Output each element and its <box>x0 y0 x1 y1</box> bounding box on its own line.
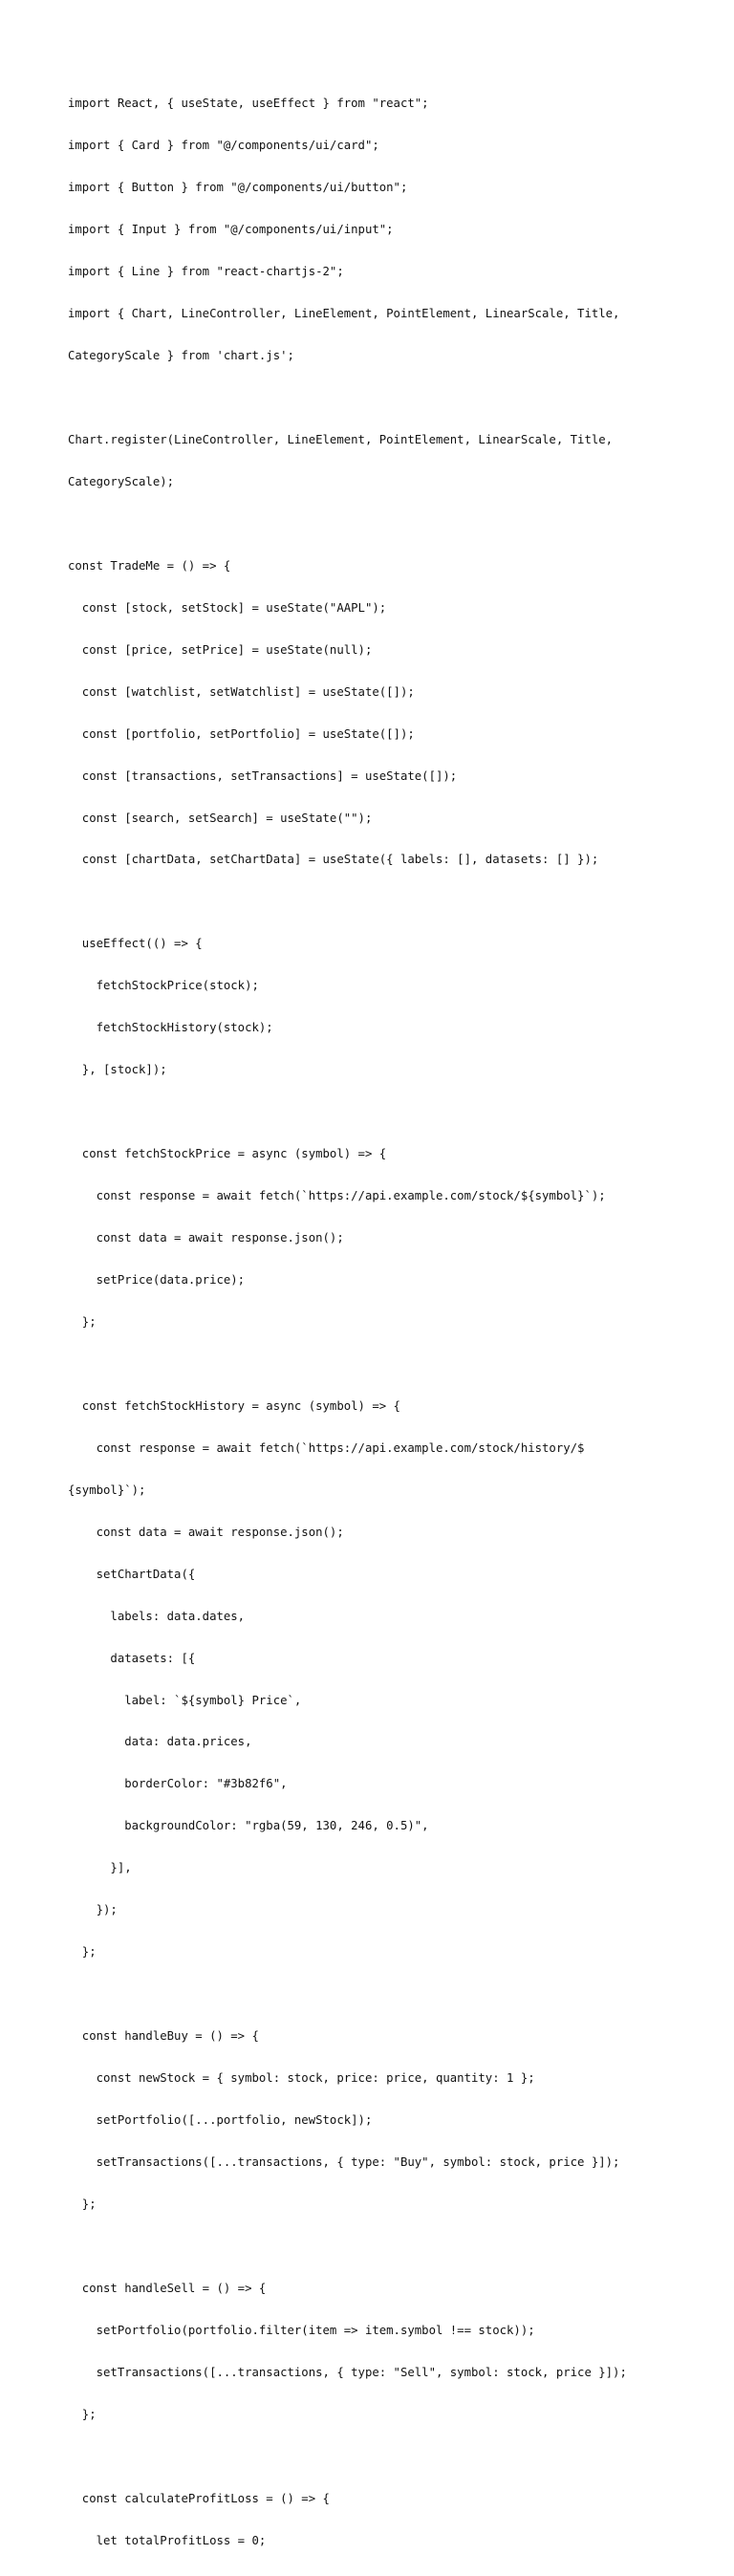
code-line: setTransactions([...transactions, { type: "Buy", symbol: stock, price }]); <box>68 2155 620 2170</box>
code-line: const [chartData, setChartData] = useState({ labels: [], datasets: [] }); <box>68 853 599 867</box>
code-line: const [watchlist, setWatchlist] = useState([]); <box>68 684 415 699</box>
code-line: }], <box>68 1861 132 1875</box>
code-line: const calculateProfitLoss = () => { <box>68 2491 330 2505</box>
code-line: {symbol}`); <box>68 1483 146 1497</box>
code-line: labels: data.dates, <box>68 1609 246 1623</box>
blank-line <box>68 895 699 909</box>
blank-line <box>68 1987 699 2002</box>
blank-line <box>68 2450 699 2464</box>
blank-line <box>68 2240 699 2254</box>
code-line: }, [stock]); <box>68 1063 167 1077</box>
code-line: const [transactions, setTransactions] = useState([]); <box>68 768 458 783</box>
code-line: const fetchStockPrice = async (symbol) => { <box>68 1147 387 1161</box>
code-line: let totalProfitLoss = 0; <box>68 2533 267 2547</box>
code-line: const TradeMe = () => { <box>68 558 231 573</box>
code-line: import { Line } from "react-chartjs-2"; <box>68 265 344 279</box>
code-line: fetchStockHistory(stock); <box>68 1021 273 1035</box>
code-line: import { Chart, LineController, LineElement, PointElement, LinearScale, Title, <box>68 307 620 321</box>
code-line: const [stock, setStock] = useState("AAPL"); <box>68 600 387 615</box>
code-line: const handleBuy = () => { <box>68 2029 259 2044</box>
blank-line <box>68 391 699 405</box>
code-line: fetchStockPrice(stock); <box>68 979 259 993</box>
code-line: const data = await response.json(); <box>68 1231 344 1245</box>
code-block <box>68 69 699 2576</box>
code-line: label: `${symbol} Price`, <box>68 1693 302 1707</box>
code-line: const newStock = { symbol: stock, price: price, quantity: 1 }; <box>68 2071 535 2086</box>
code-line: import React, { useState, useEffect } from "react"; <box>68 97 429 111</box>
code-line: const data = await response.json(); <box>68 1525 344 1539</box>
blank-line <box>68 517 699 531</box>
code-line: const fetchStockHistory = async (symbol) => { <box>68 1398 400 1413</box>
code-line: const [portfolio, setPortfolio] = useState([]); <box>68 726 415 741</box>
code-line: import { Button } from "@/components/ui/button"; <box>68 181 408 195</box>
code-line: datasets: [{ <box>68 1651 196 1665</box>
code-line: setPortfolio(portfolio.filter(item => item.symbol !== stock)); <box>68 2323 535 2337</box>
code-line: setChartData({ <box>68 1567 196 1581</box>
code-line: const handleSell = () => { <box>68 2281 267 2295</box>
code-line: import { Input } from "@/components/ui/input"; <box>68 223 394 237</box>
code-line: borderColor: "#3b82f6", <box>68 1777 288 1791</box>
code-line: backgroundColor: "rgba(59, 130, 246, 0.5)", <box>68 1819 429 1833</box>
code-line: import { Card } from "@/components/ui/card"; <box>68 139 379 153</box>
code-line: const response = await fetch(`https://api.example.com/stock/${symbol}`); <box>68 1189 606 1203</box>
code-line: }; <box>68 2407 97 2421</box>
code-line: data: data.prices, <box>68 1735 252 1749</box>
code-line: CategoryScale } from 'chart.js'; <box>68 349 294 363</box>
code-line: setPrice(data.price); <box>68 1273 246 1287</box>
code-line: }; <box>68 2197 97 2211</box>
code-line: const [search, setSearch] = useState(""); <box>68 811 373 825</box>
code-line: CategoryScale); <box>68 474 175 488</box>
code-line: const response = await fetch(`https://api.example.com/stock/history/$ <box>68 1440 585 1455</box>
code-line: }; <box>68 1945 97 1959</box>
blank-line <box>68 1105 699 1119</box>
code-line: useEffect(() => { <box>68 937 203 951</box>
blank-line <box>68 1357 699 1372</box>
code-line: }; <box>68 1314 97 1329</box>
code-line: setTransactions([...transactions, { type: "Sell", symbol: stock, price }]); <box>68 2365 627 2379</box>
code-line: Chart.register(LineController, LineElement, PointElement, LinearScale, Title, <box>68 432 614 446</box>
code-line: const [price, setPrice] = useState(null); <box>68 642 373 657</box>
code-line: setPortfolio([...portfolio, newStock]); <box>68 2113 373 2128</box>
code-line: }); <box>68 1903 118 1917</box>
